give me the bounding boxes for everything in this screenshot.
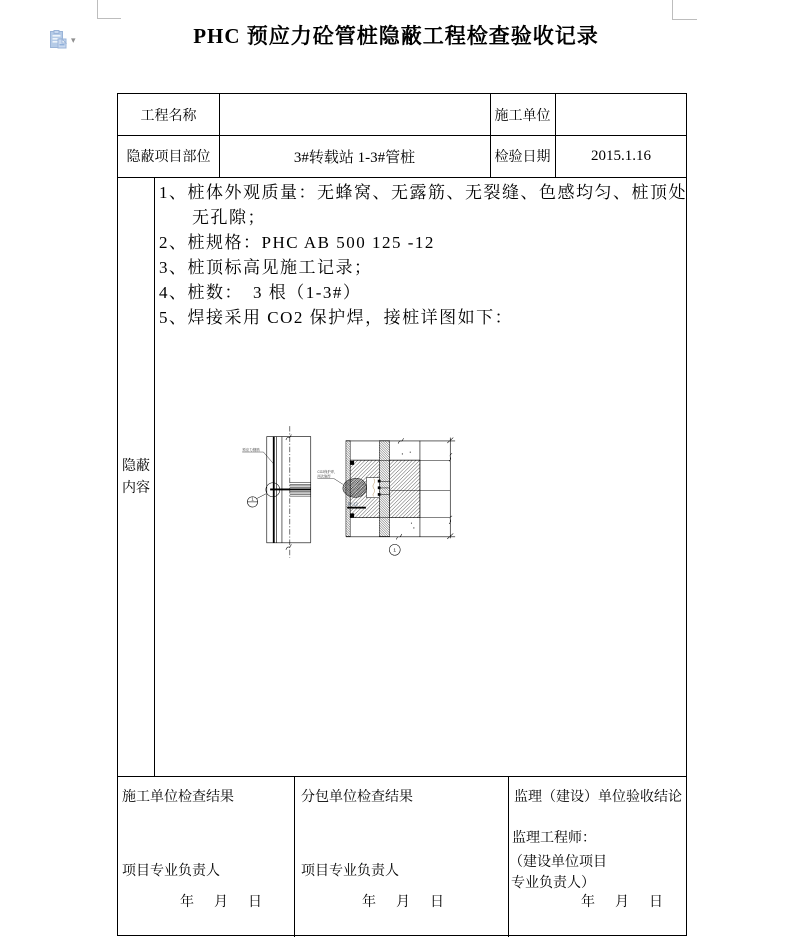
page-title: PHC 预应力砼管桩隐蔽工程检查验收记录: [193, 24, 599, 48]
list-item: 4、桩数： 3 根（1-3#）: [159, 283, 362, 302]
footer-line: 专业负责人）: [511, 876, 595, 891]
list-item: 1、桩体外观质量：无蜂窝、无露筋、无裂缝、色感均匀、桩顶处无孔隙；: [159, 183, 687, 227]
construction-unit-label: 施工单位: [494, 108, 551, 124]
project-name-label: 工程名称: [140, 108, 197, 124]
footer-title: 分包单位检查结果: [301, 790, 413, 805]
hidden-content-list: [159, 180, 687, 330]
detail-callout-number: 1: [393, 548, 397, 554]
pile-splice-diagram: [241, 379, 611, 609]
detail-callout: [389, 544, 400, 555]
project-name-value: [219, 94, 490, 135]
hidden-part-value: 3#转载站 1-3#管桩: [293, 149, 416, 166]
paste-dropdown-arrow[interactable]: ▾: [71, 35, 76, 45]
inspection-date-value: 2015.1.16: [591, 147, 651, 164]
row2-bottom-border: [118, 177, 686, 178]
hidden-content-label-line2: 内容: [122, 481, 150, 496]
footer-date: 年 月 日: [362, 895, 447, 910]
break-mark: [286, 544, 291, 549]
rebar-callout: [242, 447, 273, 464]
detail-bubble-number: 1: [251, 496, 254, 502]
hidden-content-label-line1: 隐蔽: [122, 459, 150, 474]
footer-title: 施工单位检查结果: [122, 790, 234, 805]
list-item: 2、桩规格：PHC AB 500 125 -12: [159, 233, 435, 252]
construction-unit-value: [555, 94, 687, 135]
footer-top-border: [118, 776, 686, 777]
weld-label-line2: 两次施焊: [317, 474, 331, 479]
list-item: 5、焊接采用 CO2 保护焊，接桩详图如下：: [159, 308, 514, 327]
list-item: 3、桩顶标高见施工记录；: [159, 258, 373, 277]
anchor-mark: [350, 513, 354, 517]
concrete-block-right: [390, 460, 420, 518]
pile-elevation-view: [242, 426, 311, 558]
rebar-label: 预应力钢筋: [242, 447, 260, 452]
weld-callout: [317, 469, 342, 485]
inspection-date-label: 检验日期: [494, 150, 551, 165]
footer-title: 监理（建设）单位验收结论: [514, 790, 682, 805]
break-mark: [286, 435, 291, 440]
anchor-mark: [350, 461, 354, 465]
weld-bead: [343, 478, 367, 497]
splice-section-view: [317, 438, 455, 556]
inspection-form-table: [117, 93, 687, 936]
hidden-content-row-label: [118, 456, 154, 500]
footer-signer: 项目专业负责人: [301, 864, 399, 879]
footer-line: （建设单位项目: [509, 855, 607, 870]
detail-bubble: [247, 494, 266, 507]
crop-mark-top-right: [672, 0, 697, 20]
joint-plate-strip: [379, 441, 389, 537]
footer-signer: 项目专业负责人: [122, 864, 220, 879]
plate-thickness-label: δ=12: [347, 501, 358, 507]
footer-line: 监理工程师：: [512, 831, 596, 846]
plate-thickness-bar: [347, 507, 366, 509]
footer-date: 年 月 日: [581, 895, 666, 910]
footer-date: 年 月 日: [180, 895, 265, 910]
hidden-label-col-border: [154, 177, 155, 776]
weld-label-line1: CO2保护焊，: [317, 469, 338, 474]
footer-col1-border: [294, 776, 295, 937]
crop-mark-top-left: [97, 0, 121, 19]
hidden-part-label: 隐蔽项目部位: [126, 150, 211, 165]
